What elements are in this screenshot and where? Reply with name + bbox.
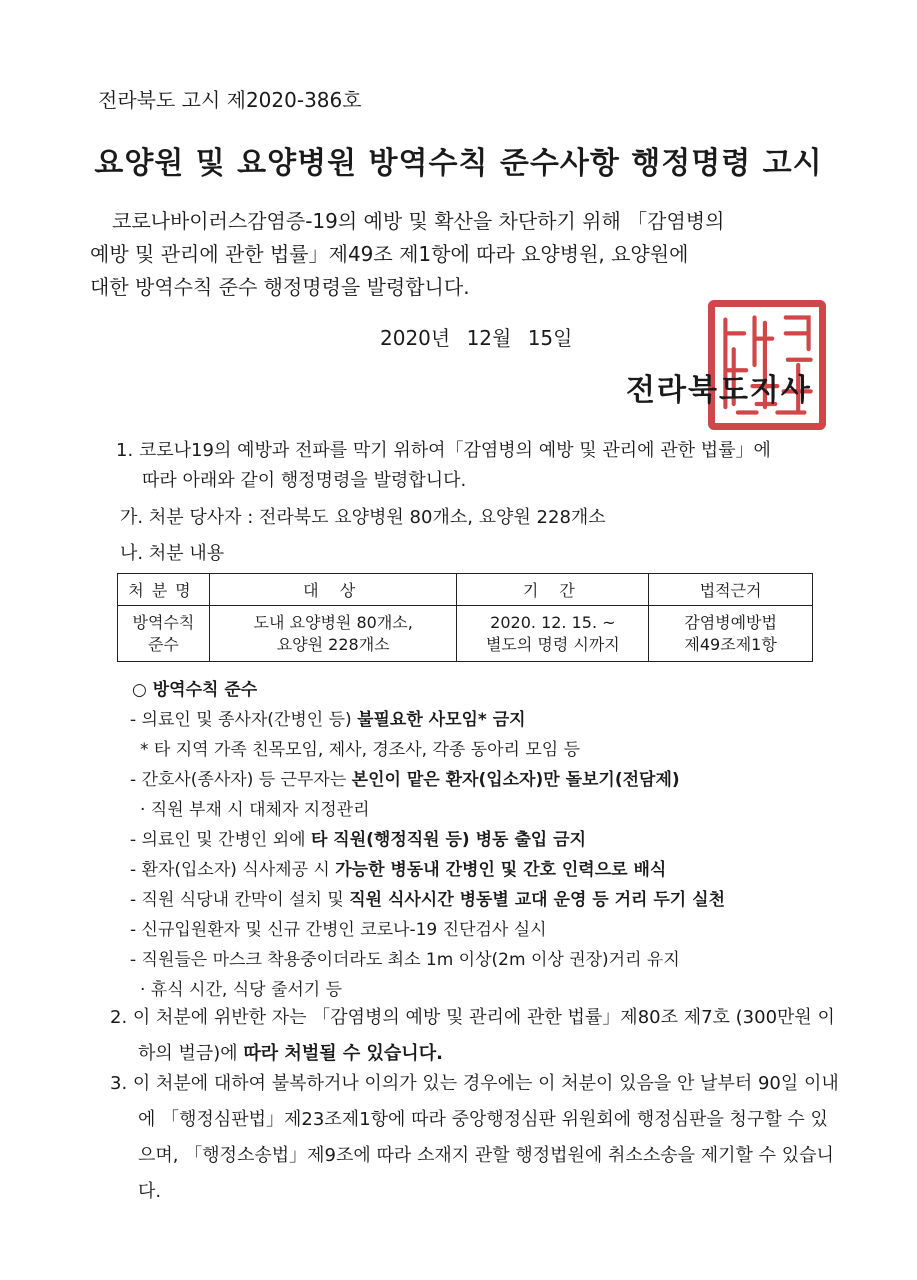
list-item (118, 885, 878, 915)
table-header: 처분명 (118, 574, 210, 606)
section-1-line-1: 1. 코로나19의 예방과 전파를 막기 위하여「감염병의 예방 및 관리에 관한 법률」에 (116, 440, 771, 461)
issue-date: 2020년 12월 15일 (380, 326, 573, 350)
notice-number: 전라북도 고시 제2020-386호 (98, 88, 362, 112)
list-item (118, 705, 878, 735)
cell-line: 감염병예방법 (684, 612, 777, 632)
list-item-note: · 직원 부재 시 대체자 지정관리 (140, 800, 370, 820)
list-item-note: * 타 지역 가족 친목모임, 제사, 경조사, 각종 동아리 모임 등 (140, 740, 581, 760)
list-item (118, 825, 878, 855)
rule-emphasis: 불필요한 사모임* 금지 (357, 710, 526, 730)
table-cell-period (457, 606, 649, 662)
rule-text: - 의료인 및 간병인 외에 (130, 830, 311, 850)
table-header: 대 상 (209, 574, 457, 606)
rule-text: - 환자(입소자) 식사제공 시 (130, 860, 336, 880)
rule-text: - 직원 식당내 칸막이 설치 및 (130, 890, 350, 910)
table-header: 법적근거 (649, 574, 813, 606)
table-row (118, 606, 813, 662)
section-1 (116, 436, 836, 496)
list-item (118, 765, 878, 795)
rule-emphasis: 가능한 병동내 간병인 및 간호 인력으로 배식 (335, 860, 667, 880)
table-header-row (118, 574, 813, 606)
rule-text: - 의료인 및 종사자(간병인 등) (130, 710, 358, 730)
rules-heading (118, 675, 878, 705)
table-cell-target (209, 606, 457, 662)
quarantine-rules (118, 675, 878, 1005)
section-1-content-heading: 나. 처분 내용 (120, 543, 225, 564)
list-item (118, 855, 878, 885)
issuer-name: 전라북도지사 (626, 373, 812, 408)
rules-heading-text: ○ 방역수칙 준수 (132, 680, 258, 700)
section-1-line-2: 따라 아래와 같이 행정명령을 발령합니다. (142, 470, 467, 491)
rule-emphasis: 직원 식사시간 병동별 교대 운영 등 거리 두기 실천 (349, 890, 725, 910)
rule-emphasis: 타 직원(행정직원 등) 병동 출입 금지 (310, 830, 586, 850)
rule-emphasis: 본인이 맡은 환자(입소자)만 돌보기(전담제) (351, 770, 680, 790)
cell-line: 도내 요양병원 80개소, (253, 612, 413, 632)
cell-line: 요양원 228개소 (276, 634, 390, 654)
section-3: 3. 이 처분에 대하여 불복하거나 이의가 있는 경우에는 이 처분이 있음을 안 날부터 90일 이내에 「행정심판법」제23조제1항에 따라 중앙행정심판 위원회에 행정심판을 청구할 수 있으며, 「행정소송법」제9조에 따라 소재지 관할 행정법원에 취소소송을 제기할 수 있습니다. (110, 1073, 839, 1202)
cell-line: 제49조제1항 (684, 634, 777, 654)
table-cell-name (118, 606, 210, 662)
cell-line: 별도의 명령 시까지 (485, 634, 620, 654)
list-item: - 신규입원환자 및 신규 간병인 코로나-19 진단검사 실시 (130, 920, 547, 940)
section-2 (110, 1000, 840, 1072)
cell-line: 준수 (147, 634, 179, 654)
cell-line: 방역수칙 (132, 612, 195, 632)
section-2-emphasis: 따라 처벌될 수 있습니다. (243, 1043, 443, 1064)
list-item-note: · 휴식 시간, 식당 줄서기 등 (140, 980, 343, 1000)
cell-line: 2020. 12. 15. ~ (490, 612, 616, 632)
intro-line-3: 대한 방역수칙 준수 행정명령을 발령합니다. (90, 275, 470, 299)
section-2-text: 2. 이 처분에 위반한 자는 「감염병의 예방 및 관리에 관한 법률」제80조 제7호 (300만원 이하의 벌금)에 (110, 1007, 835, 1064)
rule-text: - 간호사(종사자) 등 근무자는 (130, 770, 352, 790)
table-header: 기 간 (457, 574, 649, 606)
list-item: - 직원들은 마스크 착용중이더라도 최소 1m 이상(2m 이상 권장)거리 유지 (130, 950, 680, 970)
intro-line-2: 예방 및 관리에 관한 법률」제49조 제1항에 따라 요양병원, 요양원에 (90, 242, 689, 266)
page-title: 요양원 및 요양병원 방역수칙 준수사항 행정명령 고시 (94, 146, 823, 181)
intro-line-1: 코로나바이러스감염증-19의 예방 및 확산을 차단하기 위해 「감염병의 (112, 209, 725, 233)
order-table (117, 573, 813, 662)
section-1-subject: 가. 처분 당사자 : 전라북도 요양병원 80개소, 요양원 228개소 (120, 507, 606, 528)
intro-paragraph (90, 205, 850, 304)
table-cell-basis (649, 606, 813, 662)
